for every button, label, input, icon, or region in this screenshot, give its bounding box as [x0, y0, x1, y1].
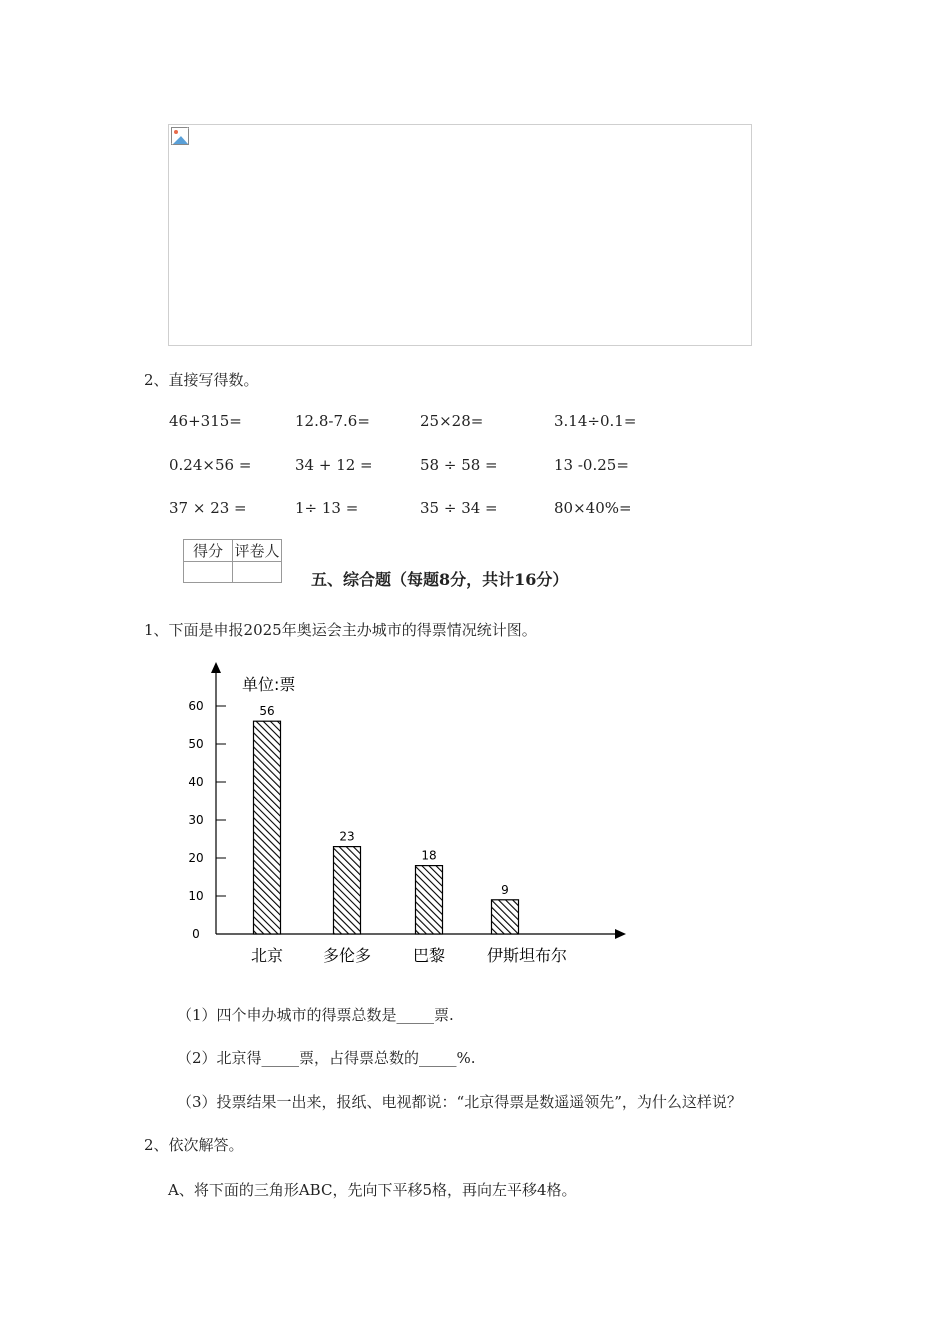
calc-item: 80×40%= — [554, 499, 632, 517]
bar — [254, 721, 281, 934]
calc-item: 46+315= — [169, 412, 242, 430]
bar-chart — [180, 660, 640, 970]
y-tick-label: 60 — [188, 699, 204, 713]
section-title: 五、综合题（每题8分，共计16分） — [311, 570, 569, 589]
grader-label: 评卷人 — [233, 540, 282, 562]
x-category-label: 伊斯坦布尔 — [486, 946, 568, 965]
q5-1-sub3: （3）投票结果一出来，报纸、电视都说：“北京得票是数遥遥领先”，为什么这样说？ — [177, 1093, 742, 1111]
y-tick-label: 30 — [188, 813, 204, 827]
y-axis-arrow — [211, 662, 221, 673]
q5-2-title: 2、依次解答。 — [144, 1136, 244, 1154]
x-category-label: 多伦多 — [322, 946, 372, 965]
q5-1-sub1: （1）四个申办城市的得票总数是_____票. — [177, 1006, 454, 1024]
broken-image-icon — [171, 127, 189, 145]
calc-item: 12.8-7.6= — [295, 412, 370, 430]
calc-item: 25×28= — [420, 412, 484, 430]
score-label: 得分 — [184, 540, 233, 562]
calc-item: 0.24×56 = — [169, 456, 252, 474]
image-placeholder — [168, 124, 752, 346]
y-tick-label: 20 — [188, 851, 204, 865]
calc-item: 34 + 12 = — [295, 456, 373, 474]
q5-2-partA: A、将下面的三角形ABC，先向下平移5格，再向左平移4格。 — [168, 1181, 577, 1199]
score-cell[interactable] — [184, 562, 233, 583]
bar-value-label: 9 — [501, 882, 509, 897]
y-tick-label: 40 — [188, 775, 204, 789]
bar-value-label: 18 — [421, 848, 437, 863]
y-tick-label: 50 — [188, 737, 204, 751]
calc-item: 3.14÷0.1= — [554, 412, 637, 430]
q5-1-sub2: （2）北京得_____票，占得票总数的_____%. — [177, 1049, 476, 1067]
q5-1-title: 1、下面是申报2025年奥运会主办城市的得票情况统计图。 — [144, 621, 537, 639]
calc-item: 13 -0.25= — [554, 456, 629, 474]
bar-value-label: 23 — [339, 829, 355, 844]
bar — [416, 866, 443, 934]
x-axis-arrow — [615, 929, 626, 939]
calc-item: 37 × 23 = — [169, 499, 247, 517]
grader-cell[interactable] — [233, 562, 282, 583]
bar — [334, 847, 361, 934]
x-category-label: 巴黎 — [412, 946, 446, 965]
chart-title: 单位:票 — [242, 675, 296, 694]
calc-item: 35 ÷ 34 = — [420, 499, 498, 517]
y-tick-label: 0 — [192, 927, 200, 941]
bar — [492, 900, 519, 934]
calc-item: 58 ÷ 58 = — [420, 456, 498, 474]
calc-item: 1÷ 13 = — [295, 499, 359, 517]
x-category-label: 北京 — [250, 946, 284, 965]
bar-value-label: 56 — [259, 704, 275, 719]
q2-title: 2、直接写得数。 — [144, 371, 259, 389]
score-table — [183, 539, 282, 583]
y-tick-label: 10 — [188, 889, 204, 903]
